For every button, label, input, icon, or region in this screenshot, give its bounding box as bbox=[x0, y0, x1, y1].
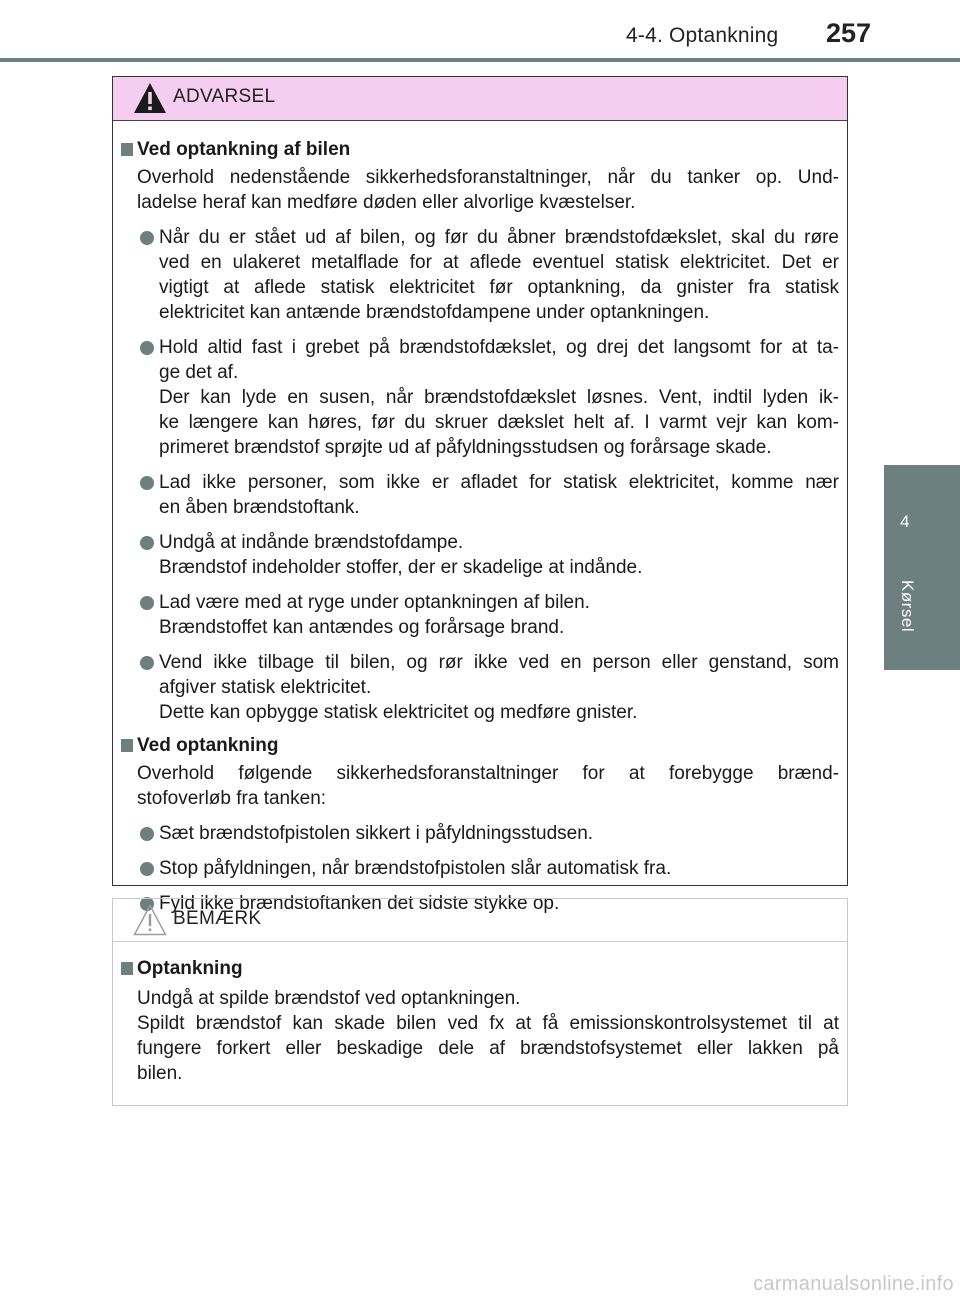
header-rule bbox=[0, 58, 960, 62]
section-heading: Ved optankning af bilen bbox=[121, 137, 839, 163]
square-bullet-icon bbox=[121, 143, 133, 156]
bullet-dot-icon bbox=[140, 656, 154, 670]
section-title: 4-4. Optankning bbox=[626, 24, 779, 47]
chapter-number: 4 bbox=[900, 512, 910, 531]
notice-title: BEMÆRK bbox=[173, 908, 262, 929]
watermark: carmanualsonline.info bbox=[753, 1273, 954, 1295]
list-item: Sæt brændstofpistolen sikkert i påfyldningsstudsen. bbox=[121, 821, 839, 846]
list-item: Hold altid fast i grebet på brændstofdækslet, og drej det langsomt for at ta- ge det af. Der kan lyde en susen, når brændstofdækslet løsnes. Vent, indtil lyden ik- ke længere kan høres, før du skruer dækslet helt af. I varmt vejr kan kom- primeret brændstof sprøjte ud af påfyldningsstudsen og forårsage skade. bbox=[121, 335, 839, 460]
list-item: Vend ikke tilbage til bilen, og rør ikke ved en person eller genstand, som afgiver statisk elektricitet. Dette kan opbygge statisk elektricitet og medføre gnister. bbox=[121, 650, 839, 725]
square-bullet-icon bbox=[121, 739, 133, 752]
warning-title: ADVARSEL bbox=[173, 86, 276, 107]
warning-box bbox=[112, 76, 848, 914]
notice-text: Undgå at spilde brændstof ved optankningen. Spildt brændstof kan skade bilen ved fx at få emissionskontrolsystemet til at fungere forkert eller beskadige dele af brændstofsystemet eller lakken på bilen. bbox=[137, 988, 839, 1084]
notice-box bbox=[112, 898, 848, 1106]
bullet-dot-icon bbox=[140, 341, 154, 355]
chapter-label: Kørsel bbox=[898, 580, 917, 633]
list-item: Stop påfyldningen, når brændstofpistolen slår automatisk fra. bbox=[121, 856, 839, 881]
bullet-dot-icon bbox=[140, 476, 154, 490]
page-number: 257 bbox=[826, 18, 872, 48]
section-intro: Overhold nedenstående sikkerhedsforanstaltninger, når du tanker op. Und- ladelse heraf kan medføre døden eller alvorlige kvæstelser. bbox=[137, 167, 839, 213]
bullet-dot-icon bbox=[140, 231, 154, 245]
bullet-dot-icon bbox=[140, 827, 154, 841]
list-item: Når du er stået ud af bilen, og før du åbner brændstofdækslet, skal du røre ved en ulakeret metalflade for at aflede eventuel statisk elektricitet. Det er vigtigt at aflede statisk elektricitet før optankning, da gnister fra statisk elektricitet kan antænde brændstofdampene under optankningen. bbox=[121, 225, 839, 325]
section-heading: Ved optankning bbox=[121, 733, 839, 759]
notice-header bbox=[113, 899, 847, 942]
warning-triangle-icon bbox=[132, 81, 168, 115]
caution-triangle-outline-icon bbox=[132, 903, 168, 937]
list-item: Undgå at indånde brændstofdampe. Brændstof indeholder stoffer, der er skadelige at indånde. bbox=[121, 530, 839, 580]
section-heading: Optankning bbox=[121, 956, 839, 982]
list-item: Lad være med at ryge under optankningen af bilen. Brændstoffet kan antændes og forårsage brand. bbox=[121, 590, 839, 640]
warning-body bbox=[113, 121, 847, 916]
bullet-dot-icon bbox=[140, 536, 154, 550]
notice-body bbox=[113, 942, 847, 1086]
list-item: Fyld ikke brændstoftanken det sidste stykke op. bbox=[121, 891, 839, 916]
square-bullet-icon bbox=[121, 962, 133, 975]
section-intro: Overhold følgende sikkerhedsforanstaltninger for at forebygge brænd- stofoverløb fra tanken: bbox=[137, 763, 839, 809]
bullet-dot-icon bbox=[140, 596, 154, 610]
chapter-tab bbox=[884, 465, 960, 670]
bullet-dot-icon bbox=[140, 862, 154, 876]
warning-header bbox=[113, 77, 847, 121]
list-item: Lad ikke personer, som ikke er afladet for statisk elektricitet, komme nær en åben brændstoftank. bbox=[121, 470, 839, 520]
